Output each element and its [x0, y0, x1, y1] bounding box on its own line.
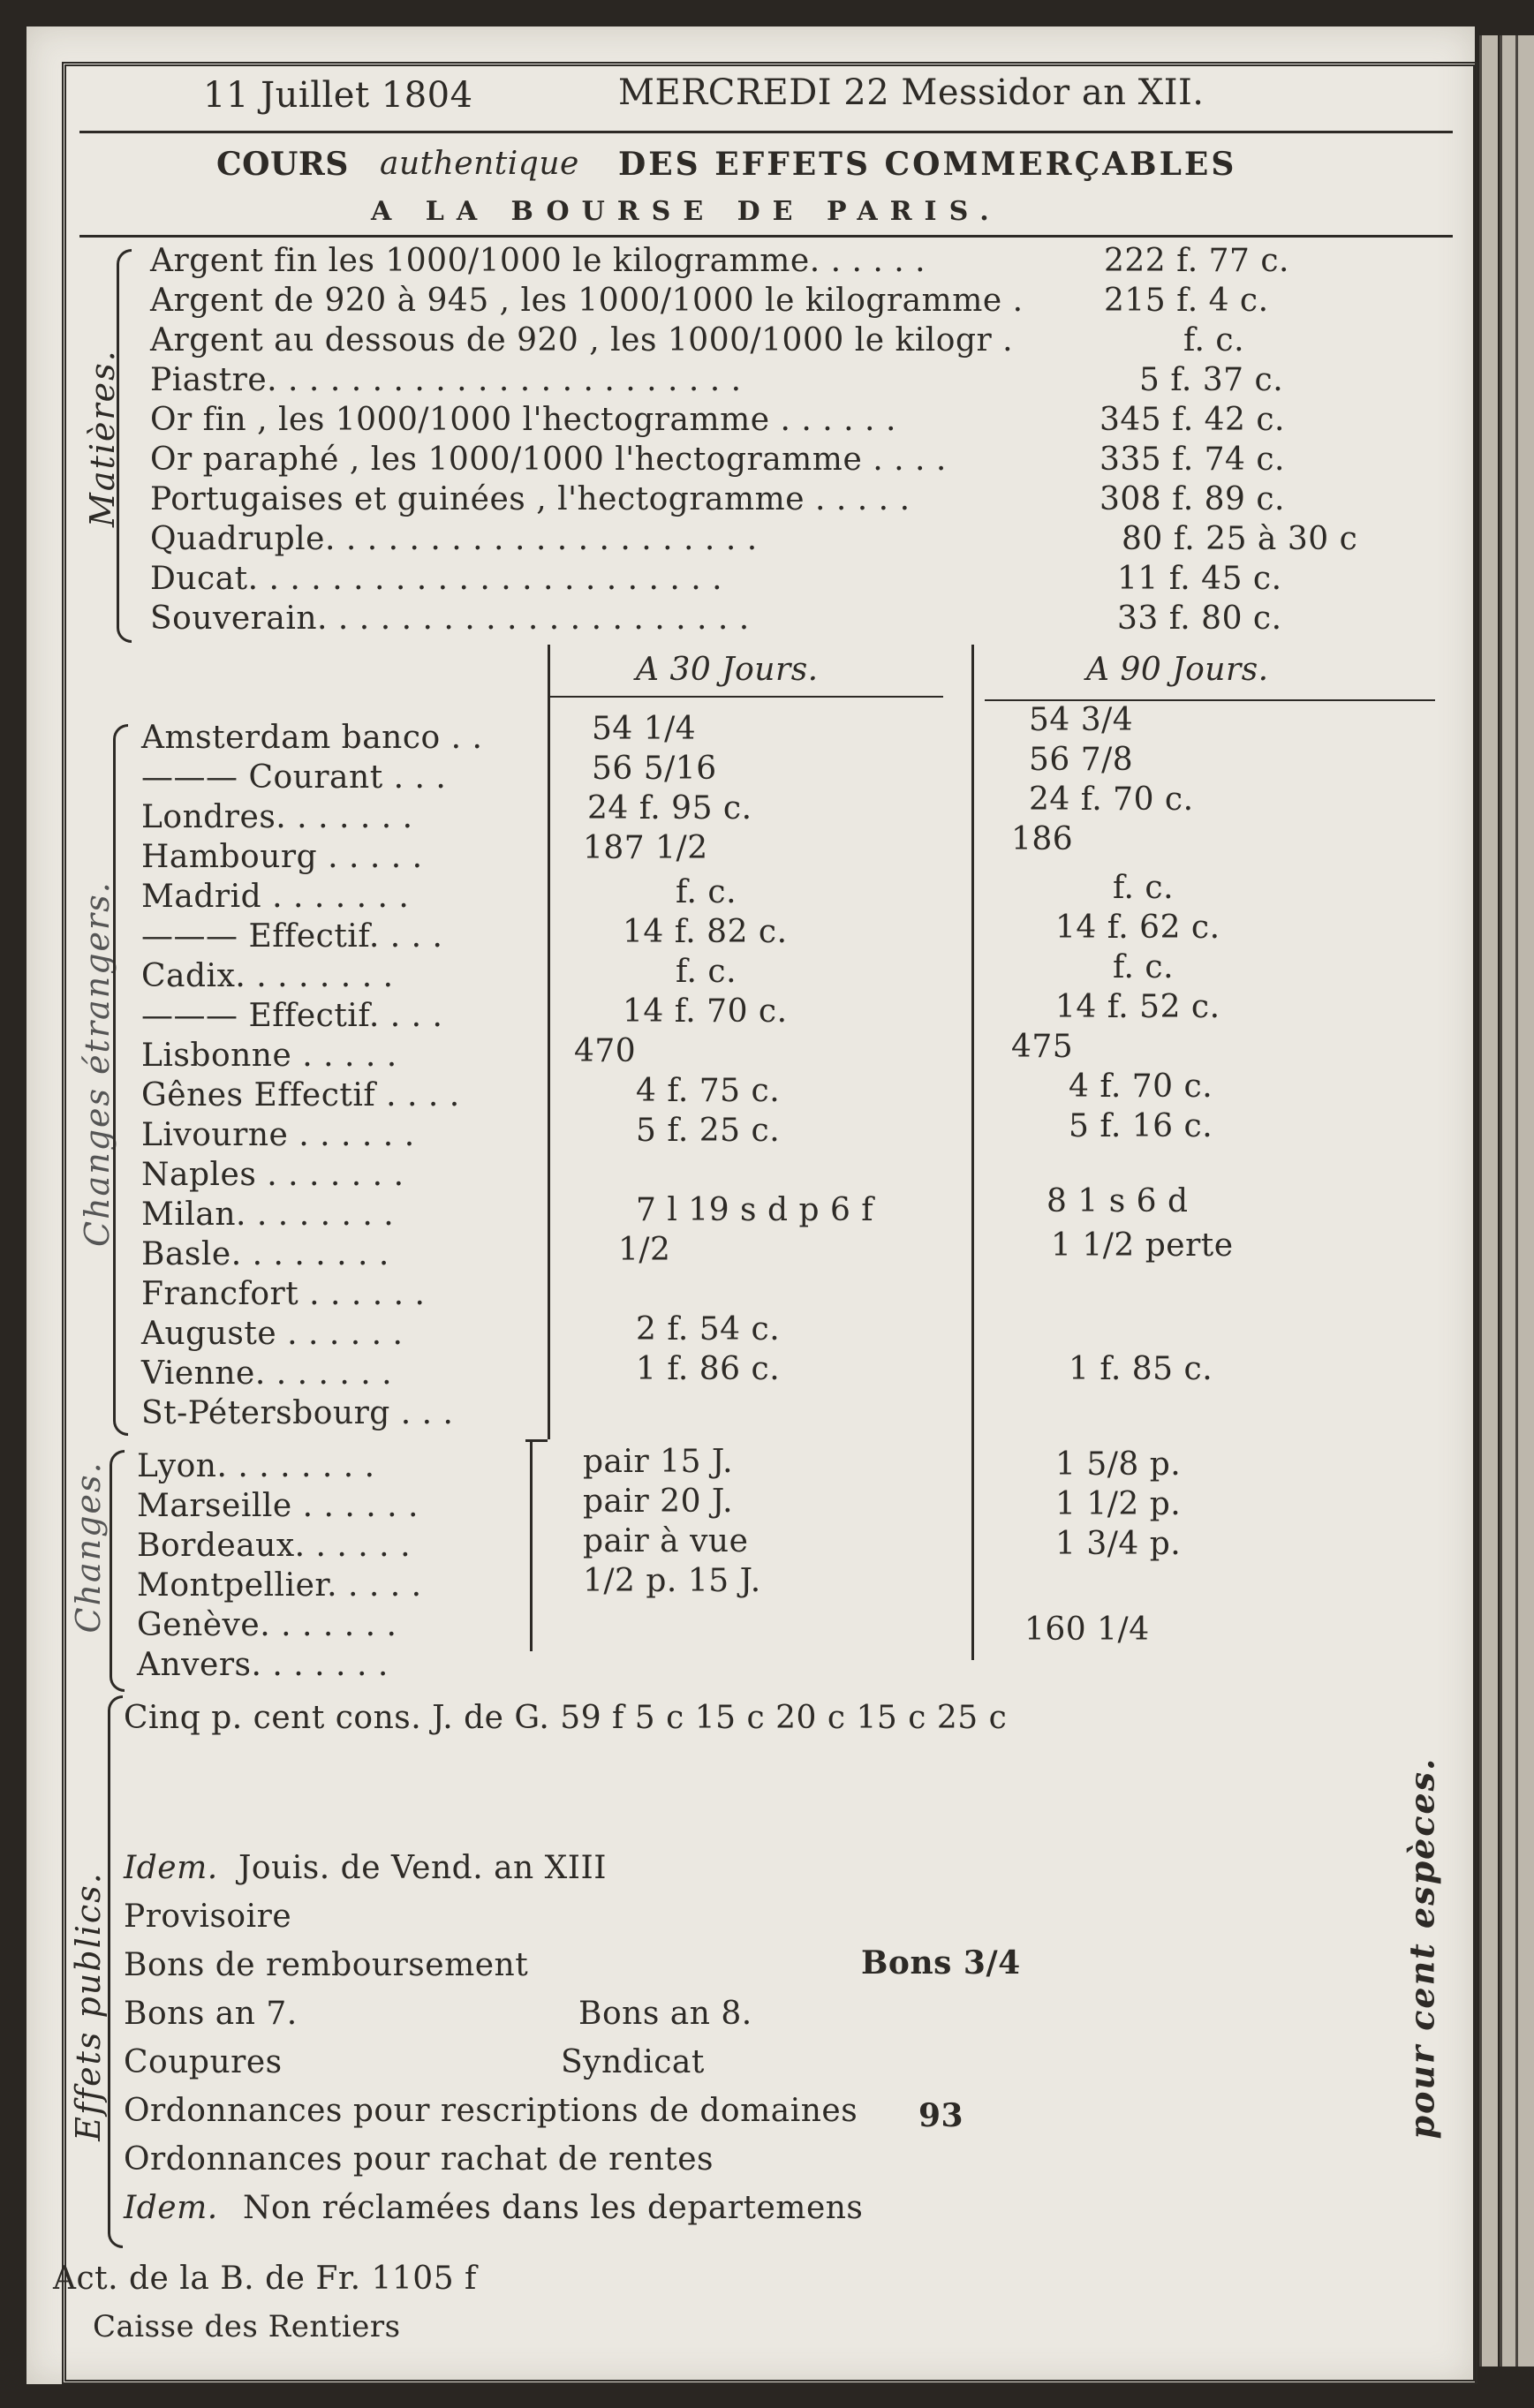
pour-cent-especes-label: pour cent espèces.	[1402, 1756, 1442, 2140]
matiere-value: 5 f. 37 c.	[1139, 362, 1284, 398]
change-90: 24 f. 70 c.	[1029, 781, 1194, 818]
changes-label: Changes.	[69, 1461, 108, 1634]
matiere-value: 222 f. 77 c.	[1104, 243, 1289, 279]
change-name: Bordeaux. . . . . .	[137, 1528, 412, 1564]
change-30: 187 1/2	[583, 830, 708, 866]
change-name: Vienne. . . . . . .	[141, 1355, 393, 1392]
idem-label: Idem.	[124, 1850, 218, 1886]
change-90: 1 1/2 p.	[1055, 1486, 1182, 1522]
change-name: ——— Effectif. . . .	[141, 918, 443, 955]
change-name: Madrid . . . . . . .	[141, 879, 410, 915]
change-90: 1 f. 85 c.	[1069, 1351, 1213, 1387]
col-header-rule-1	[550, 696, 943, 698]
change-30: 14 f. 82 c.	[623, 914, 788, 950]
matieres-brace	[117, 249, 132, 643]
change-name: Gênes Effectif . . . .	[141, 1077, 460, 1113]
matiere-name: Ducat. . . . . . . . . . . . . . . . . . . . . . .	[150, 561, 723, 597]
matiere-name: Piastre. . . . . . . . . . . . . . . . . . . . . . .	[150, 362, 742, 398]
title-rule	[79, 235, 1453, 238]
ordonnances-rescriptions: Ordonnances pour rescriptions de domaines	[124, 2093, 858, 2129]
change-30: 54 1/4	[592, 711, 697, 747]
header-rule	[79, 131, 1453, 133]
change-90: f. c.	[1113, 870, 1175, 906]
matiere-value: f. c.	[1183, 322, 1245, 359]
change-90: 1 1/2 perte	[1051, 1227, 1234, 1264]
col-divider-1	[548, 645, 550, 1439]
change-name: Francfort . . . . . .	[141, 1276, 426, 1312]
change-90: 1 5/8 p.	[1055, 1446, 1182, 1483]
change-name: Genève. . . . . . .	[137, 1607, 397, 1643]
change-30: 4 f. 75 c.	[636, 1073, 781, 1109]
syndicat: Syndicat	[561, 2044, 705, 2080]
change-30: 470	[574, 1033, 637, 1069]
cinq-pour-cent: Cinq p. cent cons. J. de G. 59 f 5 c 15 c 20 c 15 c 25 c	[124, 1700, 1008, 1736]
non-reclamees: Non réclamées dans les departemens	[243, 2190, 864, 2226]
change-30: 7 l 19 s d p 6 f	[636, 1192, 874, 1228]
change-90: 4 f. 70 c.	[1069, 1068, 1213, 1105]
matiere-name: Argent fin les 1000/1000 le kilogramme. . . . . .	[150, 243, 926, 279]
coupures: Coupures	[124, 2044, 283, 2080]
matiere-value: 308 f. 89 c.	[1099, 481, 1285, 517]
effets-publics-label: Effets publics.	[69, 1871, 108, 2141]
ordonnances-rachat: Ordonnances pour rachat de rentes	[124, 2141, 714, 2178]
header-day: MERCREDI 22 Messidor an XII.	[618, 72, 1205, 113]
change-name: Milan. . . . . . . .	[141, 1196, 395, 1233]
change-name: ——— Effectif. . . .	[141, 998, 443, 1034]
col-header-30: A 30 Jours.	[636, 652, 819, 688]
change-name: Lisbonne . . . . .	[141, 1038, 397, 1074]
idem2-label: Idem.	[124, 2190, 218, 2226]
change-name: Basle. . . . . . . .	[141, 1236, 389, 1272]
change-30: 1 f. 86 c.	[636, 1351, 781, 1387]
change-30: 24 f. 95 c.	[587, 790, 752, 827]
matiere-value: 80 f. 25 à 30 c	[1122, 521, 1358, 557]
matiere-value: 11 f. 45 c.	[1117, 561, 1282, 597]
matiere-name: Souverain. . . . . . . . . . . . . . . . . . . . .	[150, 600, 750, 637]
change-name: Hambourg . . . . .	[141, 839, 423, 875]
bons-an-7: Bons an 7.	[124, 1996, 298, 2032]
matiere-value: 33 f. 80 c.	[1117, 600, 1282, 637]
matiere-name: Argent au dessous de 920 , les 1000/1000 le kilogr .	[150, 322, 1014, 359]
change-30: 14 f. 70 c.	[623, 993, 788, 1030]
change-90: 1 3/4 p.	[1055, 1526, 1182, 1562]
change-name: Cadix. . . . . . . .	[141, 958, 394, 994]
change-name: Auguste . . . . . .	[141, 1316, 404, 1352]
changes-divider	[530, 1439, 533, 1651]
changes-brace	[110, 1450, 125, 1692]
change-90: 160 1/4	[1024, 1612, 1150, 1648]
matiere-name: Or paraphé , les 1000/1000 l'hectogramme . . . .	[150, 442, 947, 478]
change-name: Amsterdam banco . .	[141, 720, 483, 756]
matiere-name: Or fin , les 1000/1000 l'hectogramme . . . . . .	[150, 402, 896, 438]
change-30: 56 5/16	[592, 751, 717, 787]
matiere-name: Argent de 920 à 945 , les 1000/1000 le kilogramme .	[150, 283, 1024, 319]
jouis-vend: Jouis. de Vend. an XIII	[238, 1850, 607, 1886]
change-90: 8 1 s 6 d	[1047, 1183, 1189, 1219]
change-30: f. c.	[676, 954, 737, 990]
book-edge	[1515, 35, 1534, 2366]
action-banque-france: Act. de la B. de Fr. 1105 f	[53, 2261, 477, 2297]
col-divider-2	[971, 645, 974, 1660]
change-name: Anvers. . . . . . .	[137, 1647, 389, 1683]
ordonnances-rescriptions-value: 93	[918, 2097, 964, 2134]
title-authentique: authentique	[380, 146, 579, 182]
changes-etrangers-brace	[113, 724, 128, 1436]
matiere-value: 335 f. 74 c.	[1099, 442, 1285, 478]
change-30: 2 f. 54 c.	[636, 1311, 781, 1347]
caisse-rentiers: Caisse des Rentiers	[93, 2309, 401, 2344]
bons-3-4: Bons 3/4	[861, 1944, 1021, 1982]
change-90: f. c.	[1113, 949, 1175, 985]
col-header-rule-2	[985, 699, 1435, 701]
changes-etrangers-label: Changes étrangers.	[78, 880, 117, 1247]
changes-rule	[525, 1439, 548, 1442]
change-name: Lyon. . . . . . . .	[137, 1448, 375, 1484]
col-header-90: A 90 Jours.	[1086, 652, 1269, 688]
matiere-name: Quadruple. . . . . . . . . . . . . . . . . . . . .	[150, 521, 758, 557]
matieres-label: Matières.	[83, 349, 122, 527]
change-30: pair 20 J.	[583, 1483, 734, 1520]
change-90: 475	[1011, 1029, 1074, 1065]
change-90: 56 7/8	[1029, 742, 1134, 778]
bons-an-8: Bons an 8.	[578, 1996, 752, 2032]
change-name: Montpellier. . . . .	[137, 1567, 422, 1604]
change-30: f. c.	[676, 874, 737, 910]
change-30: 5 f. 25 c.	[636, 1113, 781, 1149]
effets-publics-brace	[108, 1695, 123, 2248]
provisoire: Provisoire	[124, 1898, 292, 1935]
change-30: pair 15 J.	[583, 1444, 734, 1480]
subtitle-bourse: A LA BOURSE DE PARIS.	[371, 196, 1001, 227]
matiere-value: 215 f. 4 c.	[1104, 283, 1269, 319]
page	[26, 26, 1475, 2384]
change-name: Marseille . . . . . .	[137, 1488, 419, 1524]
book-edge	[1479, 35, 1498, 2366]
matiere-name: Portugaises et guinées , l'hectogramme . . . . .	[150, 481, 911, 517]
title-cours: COURS	[216, 146, 349, 183]
header-date: 11 Juillet 1804	[203, 75, 473, 116]
change-90: 186	[1011, 821, 1074, 857]
change-90: 54 3/4	[1029, 702, 1134, 738]
change-30: 1/2	[618, 1232, 671, 1268]
title-effets: DES EFFETS COMMERÇABLES	[618, 146, 1237, 183]
change-30: pair à vue	[583, 1523, 749, 1559]
bons-remboursement: Bons de remboursement	[124, 1947, 529, 1983]
change-name: ——— Courant . . .	[141, 759, 447, 796]
change-90: 5 f. 16 c.	[1069, 1108, 1213, 1144]
change-name: Naples . . . . . . .	[141, 1157, 404, 1193]
change-name: St-Pétersbourg . . .	[141, 1395, 454, 1431]
change-name: Londres. . . . . . .	[141, 799, 413, 835]
change-name: Livourne . . . . . .	[141, 1117, 415, 1153]
change-90: 14 f. 62 c.	[1055, 910, 1220, 946]
change-30: 1/2 p. 15 J.	[583, 1563, 761, 1599]
matiere-value: 345 f. 42 c.	[1099, 402, 1285, 438]
change-90: 14 f. 52 c.	[1055, 989, 1220, 1025]
